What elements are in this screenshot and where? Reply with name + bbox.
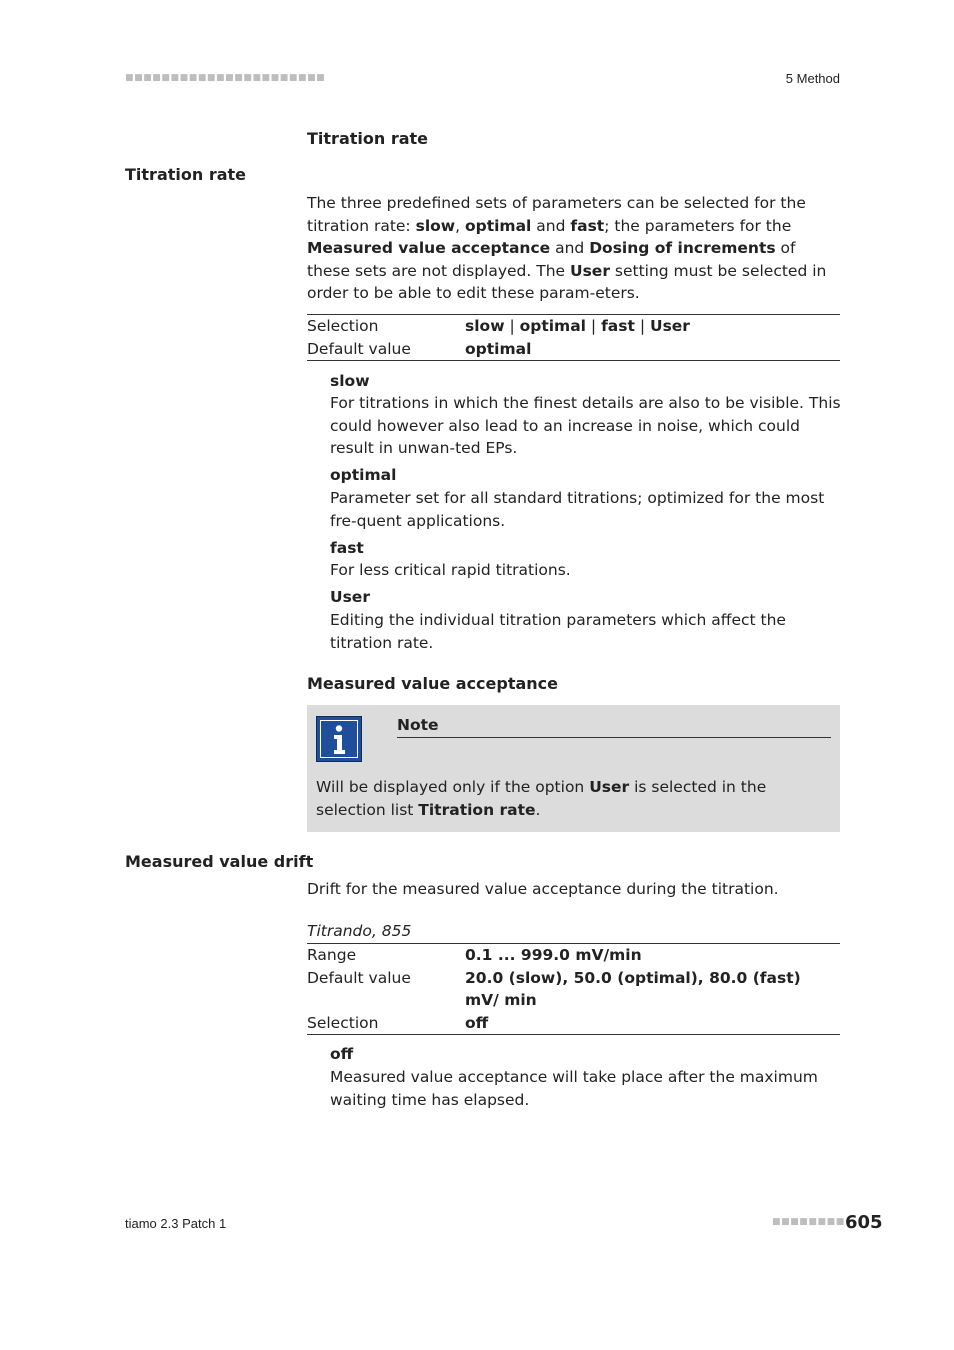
range-label: Range: [307, 946, 357, 964]
header-section-title: 5 Method: [785, 71, 840, 86]
device-label: Titrando, 855: [307, 922, 412, 940]
option-desc-optimal: Parameter set for all standard titrations; optimized for the most fre-quent applications.: [330, 489, 825, 530]
default-value: optimal: [465, 339, 532, 358]
table-row: [307, 967, 840, 1012]
titration-rate-intro: The three predefined sets of parameters can be selected for the titration rate: slow, optimal and fast; the parameters for the Measured value acceptance and Dosing of increments of these sets are not displayed. The User setting must be selected in order to be able to edit these param-eters.: [307, 194, 827, 302]
note-title: Note: [397, 715, 831, 738]
section-heading-titration-rate: Titration rate: [307, 129, 429, 148]
option-name-fast: fast: [330, 539, 364, 557]
info-icon: [316, 716, 362, 762]
header-decoration: ■■■■■■■■■■■■■■■■■■■■■■: [125, 73, 326, 83]
selection-label: Selection: [307, 1013, 379, 1032]
option-desc-slow: For titrations in which the finest details are also to be visible. This could however also lead to an increase in noise, which could result in unwan-ted EPs.: [330, 394, 841, 457]
margin-label-titration-rate: Titration rate: [125, 165, 247, 184]
drift-intro: Drift for the measured value acceptance during the titration.: [307, 880, 779, 898]
footer-decoration: ■■■■■■■■: [772, 1217, 845, 1227]
section-heading-measured-value-acceptance: Measured value acceptance: [307, 674, 559, 693]
option-name-optimal: optimal: [330, 466, 397, 484]
selection-label: Selection: [307, 317, 379, 335]
footer-product: tiamo 2.3 Patch 1: [125, 1216, 227, 1231]
table-row: [307, 944, 840, 967]
option-desc-off: Measured value acceptance will take place after the maximum waiting time has elapsed.: [330, 1068, 818, 1109]
option-name-user: User: [330, 588, 370, 606]
default-value-label: Default value: [307, 339, 411, 358]
note-text: Will be displayed only if the option User is selected in the selection list Titration rate.: [316, 778, 767, 819]
selection-values: slow | optimal | fast | User: [465, 317, 690, 335]
note-box: [307, 705, 840, 832]
default-value-label: Default value: [307, 968, 411, 987]
margin-label-measured-value-drift: Measured value drift: [125, 852, 314, 871]
selection-value: off: [465, 1013, 489, 1032]
table-row: [307, 1012, 840, 1035]
range-value: 0.1 ... 999.0 mV/min: [465, 946, 642, 964]
option-name-slow: slow: [330, 372, 370, 390]
option-desc-fast: For less critical rapid titrations.: [330, 561, 571, 579]
default-value: 20.0 (slow), 50.0 (optimal), 80.0 (fast) mV/ min: [465, 968, 801, 1009]
table-row: [307, 315, 840, 338]
drift-parameter-table: [307, 943, 840, 1035]
table-row: [307, 338, 840, 361]
option-desc-user: Editing the individual titration parameters which affect the titration rate.: [330, 611, 786, 652]
titration-rate-parameter-table: [307, 314, 840, 361]
page-number: 605: [845, 1212, 883, 1233]
option-name-off: off: [330, 1045, 354, 1063]
